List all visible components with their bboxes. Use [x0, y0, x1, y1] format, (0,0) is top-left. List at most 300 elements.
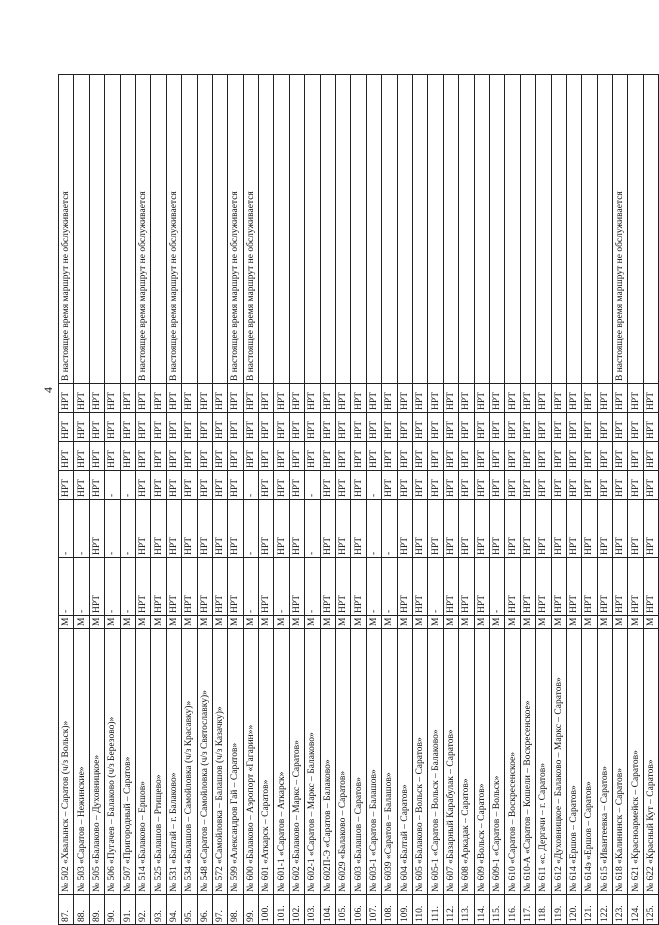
- tariff-cell: НРТ: [397, 500, 412, 558]
- tariff-cell: НРТ: [536, 413, 551, 442]
- route-type-cell: М: [305, 616, 320, 629]
- row-number-cell: 89.: [89, 895, 104, 925]
- tariff-cell: НРТ: [351, 471, 366, 500]
- tariff-cell: НРТ: [536, 471, 551, 500]
- tariff-cell: НРТ: [74, 442, 89, 471]
- table-row: [274, 75, 289, 925]
- note-cell: [443, 75, 458, 384]
- route-type-cell: М: [382, 616, 397, 629]
- table-row: [397, 75, 412, 925]
- route-type-cell: М: [520, 616, 535, 629]
- note-cell: [505, 75, 520, 384]
- tariff-cell: НРТ: [135, 500, 150, 558]
- route-type-cell: М: [166, 616, 181, 629]
- tariff-cell: НРТ: [336, 384, 351, 413]
- tariff-cell: -: [243, 558, 258, 616]
- route-name-cell: № 507 «Пригородный – Саратов»: [120, 629, 135, 895]
- tariff-cell: НРТ: [536, 500, 551, 558]
- tariff-cell: НРТ: [582, 442, 597, 471]
- tariff-cell: НРТ: [397, 558, 412, 616]
- route-name-cell: № 6029 «Балаково – Саратов»: [336, 629, 351, 895]
- tariff-cell: -: [120, 471, 135, 500]
- route-name-cell: № 525 «Балашов – Ртищево»: [151, 629, 166, 895]
- row-number-cell: 121.: [582, 895, 597, 925]
- tariff-cell: -: [59, 558, 74, 616]
- tariff-cell: НРТ: [166, 413, 181, 442]
- tariff-cell: НРТ: [505, 413, 520, 442]
- tariff-cell: НРТ: [489, 471, 504, 500]
- tariff-cell: НРТ: [228, 384, 243, 413]
- tariff-cell: НРТ: [243, 442, 258, 471]
- tariff-cell: НРТ: [197, 500, 212, 558]
- tariff-cell: НРТ: [336, 558, 351, 616]
- row-number-cell: 114.: [474, 895, 489, 925]
- tariff-cell: НРТ: [320, 471, 335, 500]
- tariff-cell: НРТ: [505, 558, 520, 616]
- tariff-cell: НРТ: [382, 442, 397, 471]
- table-row: [197, 75, 212, 925]
- note-cell: [643, 75, 658, 384]
- tariff-cell: НРТ: [274, 471, 289, 500]
- row-number-cell: 111.: [428, 895, 443, 925]
- row-number-cell: 99.: [243, 895, 258, 925]
- tariff-cell: НРТ: [320, 384, 335, 413]
- page-number: 4: [41, 387, 55, 393]
- note-cell: [566, 75, 581, 384]
- tariff-cell: НРТ: [182, 471, 197, 500]
- tariff-cell: НРТ: [289, 500, 304, 558]
- tariff-cell: -: [105, 500, 120, 558]
- tariff-cell: НРТ: [366, 413, 381, 442]
- tariff-cell: НРТ: [166, 384, 181, 413]
- table-row: [120, 75, 135, 925]
- tariff-cell: НРТ: [597, 471, 612, 500]
- tariff-cell: НРТ: [351, 413, 366, 442]
- tariff-cell: НРТ: [566, 442, 581, 471]
- tariff-cell: НРТ: [197, 384, 212, 413]
- tariff-cell: НРТ: [135, 558, 150, 616]
- route-type-cell: М: [259, 616, 274, 629]
- note-cell: [628, 75, 643, 384]
- tariff-cell: НРТ: [412, 384, 427, 413]
- tariff-cell: НРТ: [459, 471, 474, 500]
- table-row: [536, 75, 551, 925]
- tariff-cell: НРТ: [228, 442, 243, 471]
- tariff-cell: НРТ: [212, 471, 227, 500]
- tariff-cell: -: [305, 471, 320, 500]
- note-cell: [74, 75, 89, 384]
- table-row: [597, 75, 612, 925]
- tariff-cell: НРТ: [166, 500, 181, 558]
- row-number-cell: 88.: [74, 895, 89, 925]
- tariff-cell: НРТ: [643, 384, 658, 413]
- row-number-cell: 110.: [412, 895, 427, 925]
- note-cell: [259, 75, 274, 384]
- tariff-cell: НРТ: [289, 413, 304, 442]
- note-cell: [474, 75, 489, 384]
- tariff-cell: НРТ: [474, 384, 489, 413]
- tariff-cell: НРТ: [489, 500, 504, 558]
- table-row: [351, 75, 366, 925]
- tariff-cell: НРТ: [274, 384, 289, 413]
- tariff-cell: НРТ: [151, 413, 166, 442]
- row-number-cell: 96.: [197, 895, 212, 925]
- tariff-cell: -: [366, 558, 381, 616]
- tariff-cell: НРТ: [120, 384, 135, 413]
- route-type-cell: М: [351, 616, 366, 629]
- tariff-cell: НРТ: [597, 558, 612, 616]
- tariff-cell: НРТ: [74, 384, 89, 413]
- tariff-cell: НРТ: [489, 384, 504, 413]
- tariff-cell: НРТ: [443, 558, 458, 616]
- tariff-cell: НРТ: [643, 413, 658, 442]
- route-name-cell: № 609 «Вольск – Саратов»: [474, 629, 489, 895]
- route-type-cell: М: [74, 616, 89, 629]
- tariff-cell: НРТ: [428, 442, 443, 471]
- tariff-cell: НРТ: [382, 471, 397, 500]
- route-name-cell: № 599 «Александров Гай – Саратов»: [228, 629, 243, 895]
- tariff-cell: НРТ: [566, 384, 581, 413]
- tariff-cell: НРТ: [428, 413, 443, 442]
- route-name-cell: № 605 «Балаково – Вольск – Саратов»: [412, 629, 427, 895]
- table-row: [382, 75, 397, 925]
- tariff-cell: НРТ: [212, 558, 227, 616]
- tariff-cell: НРТ: [182, 413, 197, 442]
- tariff-cell: НРТ: [474, 500, 489, 558]
- row-number-cell: 93.: [151, 895, 166, 925]
- route-type-cell: М: [289, 616, 304, 629]
- note-cell: [320, 75, 335, 384]
- row-number-cell: 115.: [489, 895, 504, 925]
- tariff-cell: НРТ: [643, 442, 658, 471]
- tariff-cell: НРТ: [105, 413, 120, 442]
- tariff-cell: НРТ: [551, 558, 566, 616]
- tariff-cell: НРТ: [351, 500, 366, 558]
- tariff-cell: НРТ: [74, 413, 89, 442]
- tariff-cell: НРТ: [59, 384, 74, 413]
- row-number-cell: 108.: [382, 895, 397, 925]
- tariff-cell: НРТ: [597, 384, 612, 413]
- tariff-cell: НРТ: [536, 384, 551, 413]
- tariff-cell: НРТ: [397, 413, 412, 442]
- table-row: [212, 75, 227, 925]
- tariff-cell: НРТ: [628, 471, 643, 500]
- note-cell: [520, 75, 535, 384]
- tariff-cell: НРТ: [643, 558, 658, 616]
- tariff-cell: НРТ: [443, 442, 458, 471]
- tariff-cell: НРТ: [474, 471, 489, 500]
- route-type-cell: М: [197, 616, 212, 629]
- row-number-cell: 119.: [551, 895, 566, 925]
- tariff-cell: НРТ: [151, 558, 166, 616]
- note-cell: [351, 75, 366, 384]
- tariff-cell: НРТ: [336, 413, 351, 442]
- tariff-cell: НРТ: [105, 384, 120, 413]
- tariff-cell: НРТ: [336, 471, 351, 500]
- route-name-cell: № 603 «Балашов – Саратов»: [351, 629, 366, 895]
- tariff-cell: НРТ: [628, 413, 643, 442]
- route-name-cell: № 608 «Аркадак – Саратов»: [459, 629, 474, 895]
- tariff-cell: НРТ: [197, 471, 212, 500]
- table-row: [59, 75, 74, 925]
- route-name-cell: № 503 «Саратов – Нежинские»: [74, 629, 89, 895]
- route-name-cell: № 612 «Духовницкое – Балаково – Маркс – Саратов»: [551, 629, 566, 895]
- table-row: [305, 75, 320, 925]
- tariff-cell: НРТ: [182, 442, 197, 471]
- tariff-cell: НРТ: [536, 442, 551, 471]
- note-cell: [289, 75, 304, 384]
- table-row: [505, 75, 520, 925]
- row-number-cell: 97.: [212, 895, 227, 925]
- tariff-cell: НРТ: [489, 413, 504, 442]
- tariff-cell: -: [59, 500, 74, 558]
- tariff-cell: НРТ: [520, 442, 535, 471]
- routes-table-wrapper: [58, 75, 657, 925]
- tariff-cell: -: [120, 558, 135, 616]
- table-row: [489, 75, 504, 925]
- tariff-cell: НРТ: [320, 500, 335, 558]
- tariff-cell: НРТ: [505, 500, 520, 558]
- table-row: [643, 75, 658, 925]
- note-cell: [489, 75, 504, 384]
- tariff-cell: НРТ: [151, 471, 166, 500]
- table-row: [628, 75, 643, 925]
- route-name-cell: № 572 «Самойловка – Балашов (ч/з Казачку)»: [212, 629, 227, 895]
- route-name-cell: № 505 «Балаково – Духовницкое»: [89, 629, 104, 895]
- route-name-cell: № 611 «с. Дергачи – г. Саратов»: [536, 629, 551, 895]
- tariff-cell: НРТ: [89, 500, 104, 558]
- table-row: [459, 75, 474, 925]
- tariff-cell: НРТ: [566, 500, 581, 558]
- note-cell: [305, 75, 320, 384]
- route-type-cell: М: [274, 616, 289, 629]
- tariff-cell: НРТ: [474, 413, 489, 442]
- row-number-cell: 92.: [135, 895, 150, 925]
- tariff-cell: НРТ: [474, 558, 489, 616]
- note-cell: [428, 75, 443, 384]
- tariff-cell: НРТ: [628, 558, 643, 616]
- tariff-cell: НРТ: [212, 500, 227, 558]
- route-name-cell: № 531 «Балтай – г. Балаково»: [166, 629, 181, 895]
- route-name-cell: № 601 «Аткарск – Саратов»: [259, 629, 274, 895]
- route-type-cell: М: [120, 616, 135, 629]
- tariff-cell: -: [74, 500, 89, 558]
- note-cell: [151, 75, 166, 384]
- tariff-cell: НРТ: [520, 471, 535, 500]
- table-row: [474, 75, 489, 925]
- tariff-cell: -: [105, 558, 120, 616]
- tariff-cell: НРТ: [397, 471, 412, 500]
- route-type-cell: М: [243, 616, 258, 629]
- row-number-cell: 107.: [366, 895, 381, 925]
- tariff-cell: НРТ: [89, 384, 104, 413]
- tariff-cell: НРТ: [243, 384, 258, 413]
- tariff-cell: -: [305, 500, 320, 558]
- tariff-cell: НРТ: [520, 413, 535, 442]
- route-name-cell: № 607 «Базарный Карабулак – Саратов»: [443, 629, 458, 895]
- tariff-cell: НРТ: [428, 500, 443, 558]
- tariff-cell: НРТ: [643, 500, 658, 558]
- tariff-cell: НРТ: [443, 471, 458, 500]
- tariff-cell: НРТ: [135, 413, 150, 442]
- tariff-cell: НРТ: [551, 500, 566, 558]
- row-number-cell: 100.: [259, 895, 274, 925]
- route-name-cell: № 603-1 «Саратов – Балашов»: [366, 629, 381, 895]
- tariff-cell: НРТ: [597, 413, 612, 442]
- route-type-cell: М: [643, 616, 658, 629]
- tariff-cell: НРТ: [135, 471, 150, 500]
- route-type-cell: М: [613, 616, 628, 629]
- route-name-cell: № 602-1 «Саратов – Маркс – Балаково»: [305, 629, 320, 895]
- note-cell: [89, 75, 104, 384]
- tariff-cell: НРТ: [613, 442, 628, 471]
- route-type-cell: М: [551, 616, 566, 629]
- tariff-cell: -: [382, 500, 397, 558]
- table-row: [259, 75, 274, 925]
- tariff-cell: НРТ: [320, 442, 335, 471]
- tariff-cell: НРТ: [566, 558, 581, 616]
- route-name-cell: № 548 «Саратов – Самойловка (ч/з Святославку)»: [197, 629, 212, 895]
- tariff-cell: -: [428, 558, 443, 616]
- table-row: [412, 75, 427, 925]
- tariff-cell: -: [366, 471, 381, 500]
- row-number-cell: 91.: [120, 895, 135, 925]
- tariff-cell: НРТ: [89, 413, 104, 442]
- row-number-cell: 87.: [59, 895, 74, 925]
- tariff-cell: НРТ: [520, 558, 535, 616]
- table-row: [520, 75, 535, 925]
- tariff-cell: НРТ: [228, 413, 243, 442]
- tariff-cell: НРТ: [597, 500, 612, 558]
- tariff-cell: НРТ: [135, 442, 150, 471]
- tariff-cell: НРТ: [613, 384, 628, 413]
- tariff-cell: НРТ: [182, 384, 197, 413]
- row-number-cell: 104.: [320, 895, 335, 925]
- tariff-cell: -: [105, 471, 120, 500]
- note-cell: [105, 75, 120, 384]
- tariff-cell: НРТ: [274, 413, 289, 442]
- tariff-cell: НРТ: [166, 442, 181, 471]
- route-name-cell: № 614 «Ершов – Саратов»: [566, 629, 581, 895]
- route-type-cell: М: [628, 616, 643, 629]
- tariff-cell: НРТ: [582, 384, 597, 413]
- row-number-cell: 120.: [566, 895, 581, 925]
- tariff-cell: НРТ: [613, 500, 628, 558]
- tariff-cell: НРТ: [74, 471, 89, 500]
- tariff-cell: НРТ: [520, 500, 535, 558]
- tariff-cell: НРТ: [305, 384, 320, 413]
- tariff-cell: НРТ: [597, 442, 612, 471]
- route-name-cell: № 602П-Э «Саратов – Балаково»: [320, 629, 335, 895]
- tariff-cell: НРТ: [412, 500, 427, 558]
- route-name-cell: № 610 «Саратов – Воскресенское»: [505, 629, 520, 895]
- route-type-cell: М: [566, 616, 581, 629]
- tariff-cell: НРТ: [274, 500, 289, 558]
- note-cell: [120, 75, 135, 384]
- table-row: [566, 75, 581, 925]
- route-type-cell: М: [443, 616, 458, 629]
- tariff-cell: НРТ: [382, 413, 397, 442]
- row-number-cell: 118.: [536, 895, 551, 925]
- route-name-cell: № 601-1 «Саратов – Аткарск»: [274, 629, 289, 895]
- route-name-cell: № 604 «Балтай – Саратов»: [397, 629, 412, 895]
- note-cell: В настоящее время маршрут не обслуживается: [228, 75, 243, 384]
- tariff-cell: НРТ: [212, 384, 227, 413]
- tariff-cell: НРТ: [182, 558, 197, 616]
- tariff-cell: НРТ: [166, 471, 181, 500]
- tariff-cell: НРТ: [120, 413, 135, 442]
- tariff-cell: НРТ: [582, 471, 597, 500]
- tariff-cell: НРТ: [320, 558, 335, 616]
- route-type-cell: М: [105, 616, 120, 629]
- row-number-cell: 113.: [459, 895, 474, 925]
- route-name-cell: № 534 «Балашов – Самойловка (ч/з Красавку)»: [182, 629, 197, 895]
- tariff-cell: НРТ: [289, 471, 304, 500]
- tariff-cell: -: [305, 558, 320, 616]
- row-number-cell: 90.: [105, 895, 120, 925]
- tariff-cell: НРТ: [105, 442, 120, 471]
- route-type-cell: М: [505, 616, 520, 629]
- note-cell: [197, 75, 212, 384]
- tariff-cell: НРТ: [412, 442, 427, 471]
- note-cell: [182, 75, 197, 384]
- note-cell: [536, 75, 551, 384]
- note-cell: В настоящее время маршрут не обслуживается: [243, 75, 258, 384]
- tariff-cell: НРТ: [628, 500, 643, 558]
- tariff-cell: НРТ: [89, 558, 104, 616]
- tariff-cell: НРТ: [228, 471, 243, 500]
- route-type-cell: М: [412, 616, 427, 629]
- tariff-cell: НРТ: [336, 500, 351, 558]
- tariff-cell: НРТ: [259, 413, 274, 442]
- tariff-cell: НРТ: [351, 558, 366, 616]
- route-type-cell: М: [366, 616, 381, 629]
- table-row: [366, 75, 381, 925]
- tariff-cell: НРТ: [551, 471, 566, 500]
- tariff-cell: НРТ: [551, 413, 566, 442]
- table-row: [74, 75, 89, 925]
- table-row: [551, 75, 566, 925]
- tariff-cell: НРТ: [566, 413, 581, 442]
- tariff-cell: НРТ: [89, 471, 104, 500]
- row-number-cell: 102.: [289, 895, 304, 925]
- tariff-cell: НРТ: [474, 442, 489, 471]
- tariff-cell: НРТ: [505, 471, 520, 500]
- table-row: [428, 75, 443, 925]
- tariff-cell: НРТ: [505, 384, 520, 413]
- note-cell: В настоящее время маршрут не обслуживается: [613, 75, 628, 384]
- route-name-cell: № 502 «Хвалынск – Саратов (ч/з Вольск)»: [59, 629, 74, 895]
- route-type-cell: М: [536, 616, 551, 629]
- tariff-cell: НРТ: [505, 442, 520, 471]
- note-cell: [212, 75, 227, 384]
- tariff-cell: НРТ: [459, 500, 474, 558]
- tariff-cell: НРТ: [613, 471, 628, 500]
- row-number-cell: 124.: [628, 895, 643, 925]
- table-row: [166, 75, 181, 925]
- route-type-cell: М: [135, 616, 150, 629]
- route-type-cell: М: [59, 616, 74, 629]
- tariff-cell: НРТ: [182, 500, 197, 558]
- row-number-cell: 101.: [274, 895, 289, 925]
- tariff-cell: НРТ: [613, 558, 628, 616]
- table-row: [320, 75, 335, 925]
- routes-table-body: [59, 75, 659, 925]
- note-cell: [459, 75, 474, 384]
- tariff-cell: НРТ: [120, 442, 135, 471]
- tariff-cell: НРТ: [59, 413, 74, 442]
- note-cell: [551, 75, 566, 384]
